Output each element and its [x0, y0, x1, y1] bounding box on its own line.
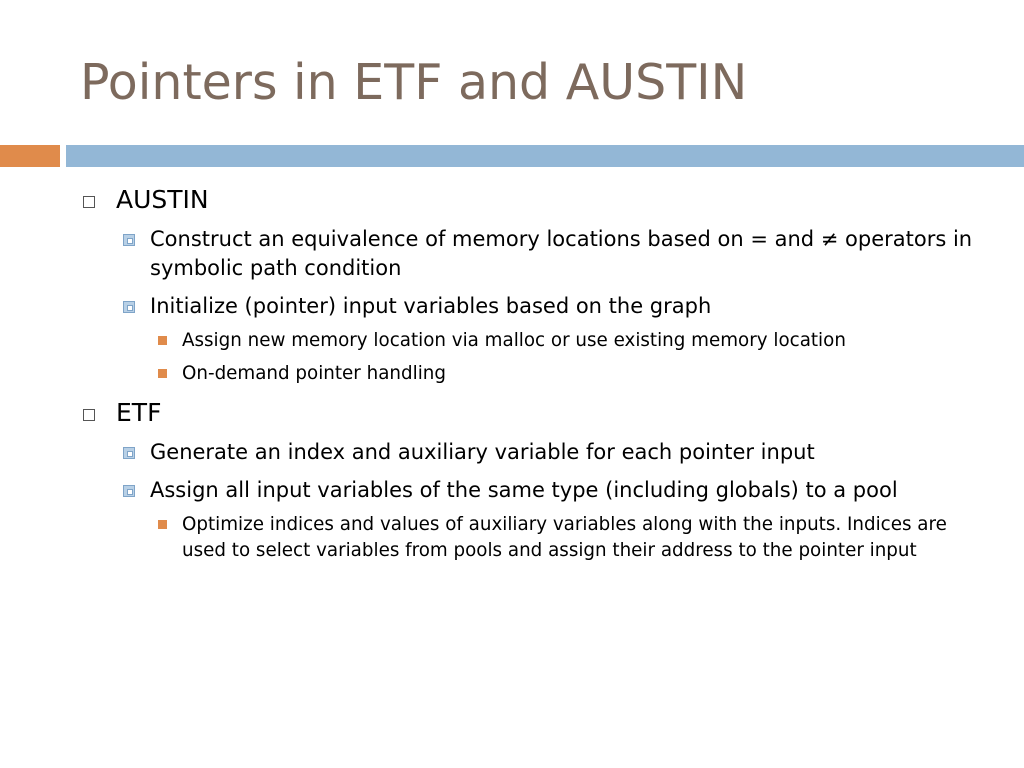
filled-square-bullet-icon — [158, 336, 167, 345]
accent-bar-orange — [0, 145, 60, 167]
filled-square-bullet-icon — [158, 369, 167, 378]
bullet-item-austin — [80, 184, 980, 216]
bullet-item-initialize-inputs — [80, 292, 980, 321]
bullet-item-on-demand — [80, 361, 980, 387]
framed-square-bullet-icon — [123, 485, 135, 497]
bullet-text: Assign new memory location via malloc or use existing memory location — [182, 330, 846, 351]
bullet-item-etf — [80, 397, 980, 429]
bullet-text: Optimize indices and values of auxiliary variables along with the inputs. Indices are used to select variables from pools and assign their address to the pointer input — [182, 514, 947, 561]
framed-square-bullet-icon — [123, 234, 135, 246]
bullet-item-generate-index — [80, 438, 980, 467]
bullet-list — [80, 184, 980, 564]
accent-bar-blue — [66, 145, 1024, 167]
bullet-item-assign-memory — [80, 328, 980, 354]
bullet-text: Assign all input variables of the same type (including globals) to a pool — [150, 478, 898, 502]
framed-square-bullet-icon — [123, 301, 135, 313]
bullet-text: Construct an equivalence of memory locations based on = and ≠ operators in symbolic path condition — [150, 227, 973, 280]
bullet-text: On-demand pointer handling — [182, 363, 446, 384]
bullet-text: Generate an index and auxiliary variable for each pointer input — [150, 440, 815, 464]
bullet-item-assign-pool — [80, 476, 980, 505]
filled-square-bullet-icon — [158, 520, 167, 529]
bullet-item-optimize-indices — [80, 512, 980, 564]
bullet-item-construct-equivalence — [80, 225, 980, 283]
framed-square-bullet-icon — [123, 447, 135, 459]
bullet-text: ETF — [116, 398, 162, 427]
hollow-square-bullet-icon — [83, 409, 95, 421]
bullet-text: Initialize (pointer) input variables based on the graph — [150, 294, 712, 318]
slide-title: Pointers in ETF and AUSTIN — [80, 54, 748, 111]
hollow-square-bullet-icon — [83, 196, 95, 208]
bullet-text: AUSTIN — [116, 185, 209, 214]
